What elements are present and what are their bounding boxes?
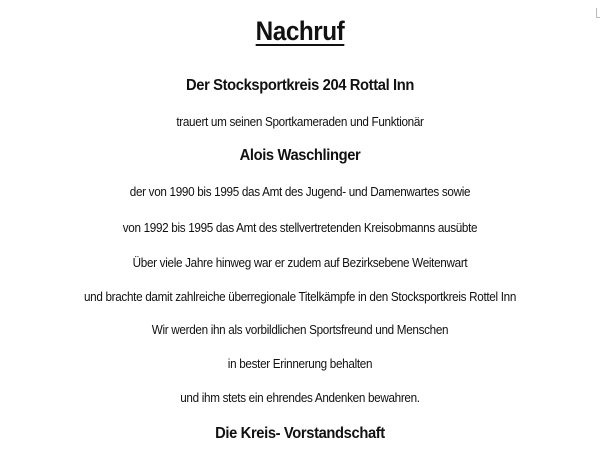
deceased-name: Alois Waschlinger	[239, 147, 361, 164]
signature: Die Kreis- Vorstandschaft	[215, 425, 385, 442]
body-line: in bester Erinnerung behalten	[227, 356, 373, 371]
document-title: Nachruf	[255, 16, 345, 46]
body-line: und brachte damit zahlreiche überregionale Titelkämpfe in den Stocksportkreis Rottel Inn	[83, 289, 517, 304]
body-line: Wir werden ihn als vorbildlichen Sportsfreund und Menschen	[151, 322, 449, 337]
intro-text: trauert um seinen Sportkameraden und Funktionär	[176, 114, 424, 129]
body-line: von 1992 bis 1995 das Amt des stellvertretenden Kreisobmanns ausübte	[122, 220, 478, 235]
body-line: der von 1990 bis 1995 das Amt des Jugend- und Damenwartes sowie	[129, 184, 471, 199]
body-line: Über viele Jahre hinweg war er zudem auf Bezirksebene Weitenwart	[132, 255, 468, 270]
body-line: und ihm stets ein ehrendes Andenken bewahren.	[180, 390, 420, 405]
organization-heading: Der Stocksportkreis 204 Rottal Inn	[185, 77, 414, 94]
page-corner-mark	[596, 8, 600, 18]
